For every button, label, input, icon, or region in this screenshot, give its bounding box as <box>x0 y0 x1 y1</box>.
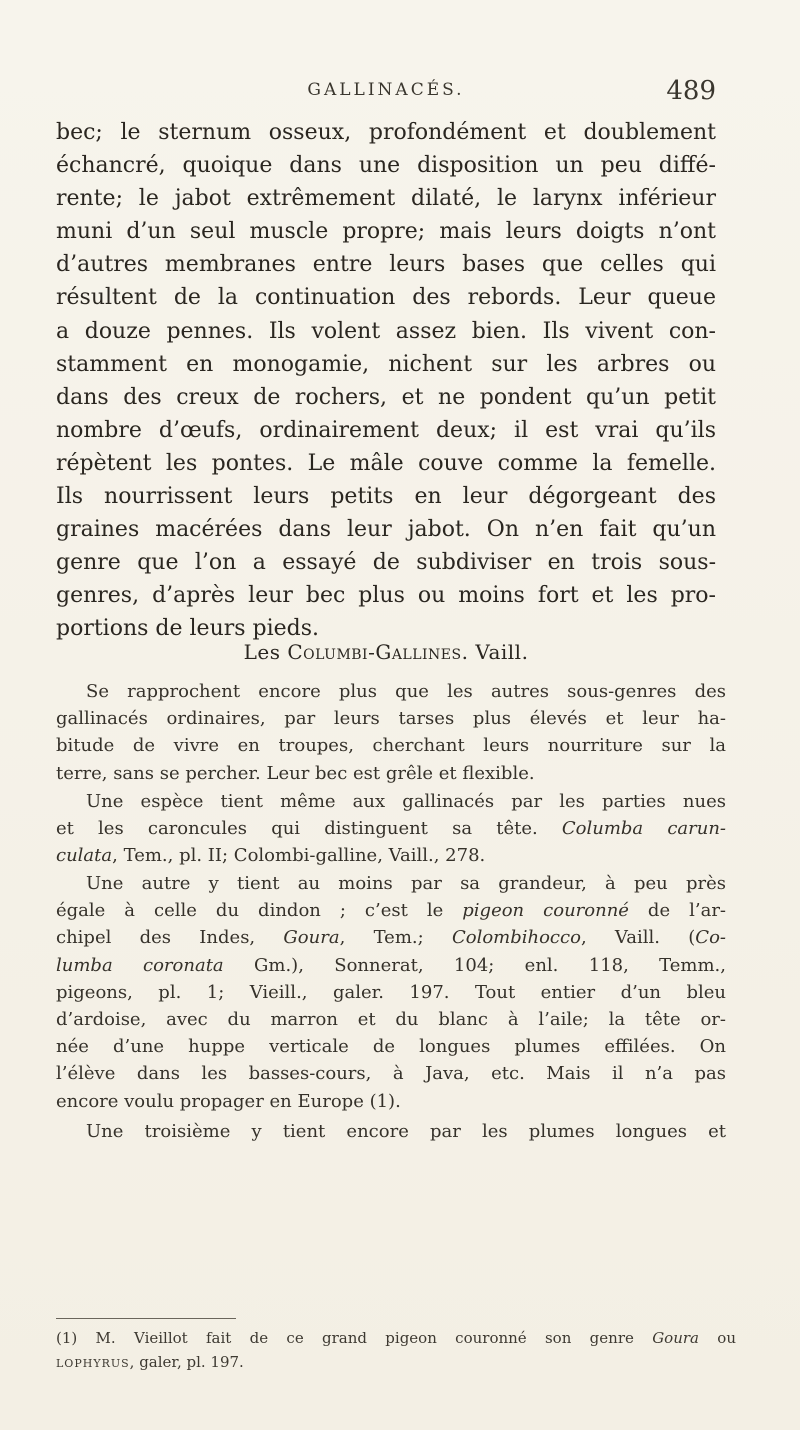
text-line: Une troisième y tient encore par les plumes longues et <box>86 1121 726 1142</box>
text-line: genre que l’on a essayé de subdiviser en trois sous- <box>56 550 716 576</box>
footnote-divider <box>56 1318 236 1319</box>
text-line: culata, Tem., pl. II; Colombi-galline, Vaill., 278. <box>56 845 486 867</box>
text-line: nombre d’œufs, ordinairement deux; il est vrai qu’ils <box>56 417 716 443</box>
text-line: d’autres membranes entre leurs bases que celles qui <box>56 252 716 278</box>
page-header <box>56 76 716 116</box>
text-line: l’élève dans les basses-cours, à Java, etc. Mais il n’a pas <box>56 1063 726 1085</box>
genus-name: lophyrus <box>56 1353 130 1371</box>
genus-name: Goura <box>283 927 340 949</box>
species-name: lumba coronata <box>56 954 224 976</box>
footnote-line: (1) M. Vieillot fait de ce grand pigeon couronné son genre Goura ou <box>56 1329 736 1347</box>
text-line: graines macérées dans leur jabot. On n’en fait qu’un <box>56 517 716 543</box>
species-name: Co- <box>695 927 726 949</box>
text-line: genres, d’après leur bec plus ou moins fort et les pro- <box>56 583 716 609</box>
text-line: et les caroncules qui distinguent sa tête. Columba carun- <box>56 818 727 840</box>
heading-author: Vaill. <box>468 640 529 664</box>
running-title: GALLINACÉS. <box>307 80 465 100</box>
text-line: chipel des Indes, Goura, Tem.; Colombihocco, Vaill. (Co- <box>56 927 726 949</box>
common-name: pigeon couronné <box>462 900 629 922</box>
text-line: née d’une huppe verticale de longues plumes effilées. On <box>56 1036 726 1058</box>
text-line: a douze pennes. Ils volent assez bien. Ils vivent con- <box>56 318 716 344</box>
footnote <box>56 1326 736 1374</box>
page-number: 489 <box>666 76 716 106</box>
text-line: d’ardoise, avec du marron et du blanc à l’aile; la tête or- <box>56 1009 726 1031</box>
text-line: dans des creux de rochers, et ne pondent qu’un petit <box>56 384 716 410</box>
intro-paragraph <box>56 116 716 646</box>
species-name: Colombihocco <box>451 927 581 949</box>
text-line: portions de leurs pieds. <box>56 616 320 642</box>
text-line: Se rapprochent encore plus que les autres sous-genres des <box>86 681 726 702</box>
species-name: culata <box>56 845 113 867</box>
paragraph-columbi-gallines <box>56 678 726 787</box>
text-line: répètent les pontes. Le mâle couve comme la femelle. <box>56 450 716 476</box>
text-line: gallinacés ordinaires, par leurs tarses plus élevés et leur ha- <box>56 708 726 730</box>
section-heading <box>56 640 716 664</box>
genus-name: Goura <box>652 1329 699 1347</box>
footnote-line: lophyrus, galer, pl. 197. <box>56 1353 244 1371</box>
text-line: encore voulu propager en Europe (1). <box>56 1090 401 1112</box>
text-line: bitude de vivre en troupes, cherchant leurs nourriture sur la <box>56 735 726 757</box>
text-line: muni d’un seul muscle propre; mais leurs doigts n’ont <box>56 219 716 245</box>
heading-prefix: Les <box>243 640 288 664</box>
text-line: Ils nourrissent leurs petits en leur dégorgeant des <box>56 484 716 510</box>
text-line: pigeons, pl. 1; Vieill., galer. 197. Tout entier d’un bleu <box>56 981 726 1003</box>
text-line: Une autre y tient au moins par sa grandeur, à peu près <box>86 873 726 894</box>
text-line: bec; le sternum osseux, profondément et doublement <box>56 120 716 145</box>
text-line: lumba coronata Gm.), Sonnerat, 104; enl. 118, Temm., <box>56 954 726 976</box>
text-line: Une espèce tient même aux gallinacés par les parties nues <box>86 791 726 812</box>
paragraph-caroncules <box>56 788 726 870</box>
text-line: échancré, quoique dans une disposition un peu diffé- <box>56 153 716 179</box>
heading-title: Columbi-Gallines. <box>287 640 469 664</box>
paragraph-troisieme <box>56 1118 726 1145</box>
species-name: Columba carun- <box>561 818 727 840</box>
text-line: stamment en monogamie, nichent sur les arbres ou <box>56 351 716 377</box>
paragraph-pigeon-couronne <box>56 870 726 1115</box>
text-line: égale à celle du dindon ; c’est le pigeon couronné de l’ar- <box>56 900 727 922</box>
text-line: terre, sans se percher. Leur bec est grêle et flexible. <box>56 762 535 784</box>
text-line: résultent de la continuation des rebords. Leur queue <box>56 285 716 311</box>
text-line: rente; le jabot extrêmement dilaté, le larynx inférieur <box>56 186 716 212</box>
